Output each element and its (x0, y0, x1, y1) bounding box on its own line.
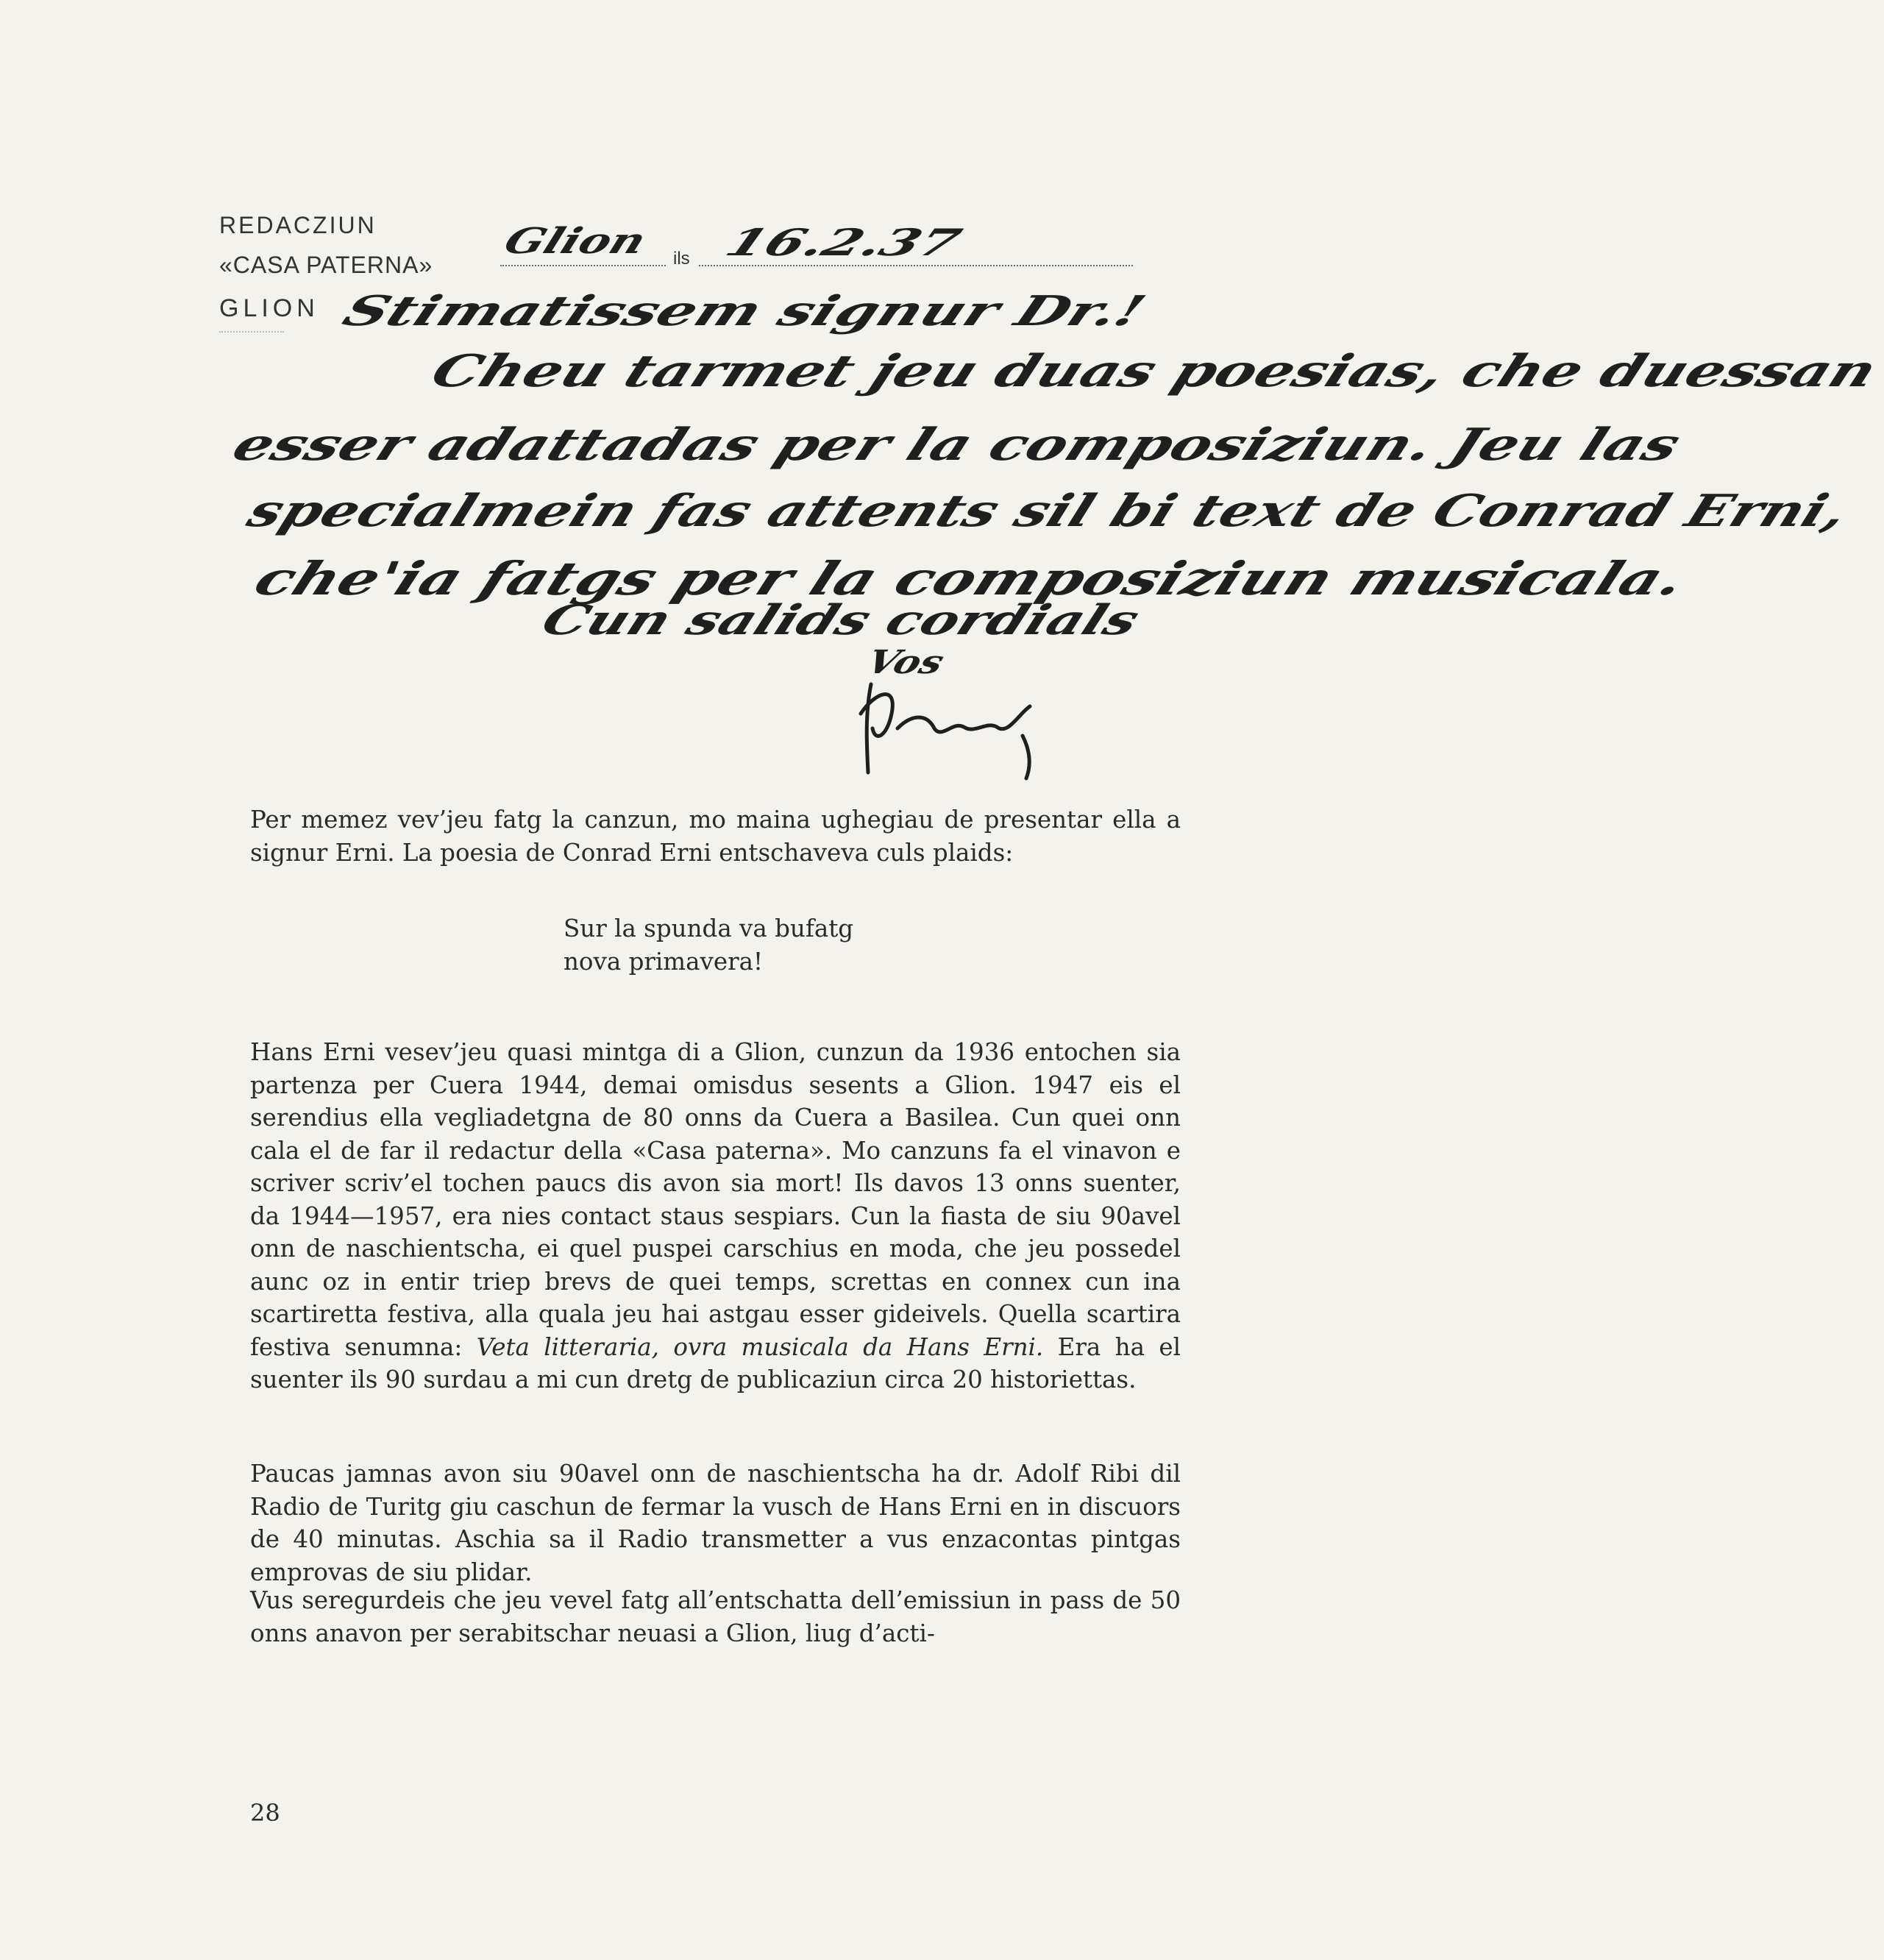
paragraph-hans-erni-text: Hans Erni vesev’jeu quasi mintga di a Glion, cunzun da 1936 entochen sia partenza per Cuera 1944, demai omisdus sesents a Glion. 1947 eis el serendius ella vegliadetgna de 80 onns da Cuera a Basilea. Cun quei onn cala el de far il redactur della «Casa paterna». Mo canzuns fa el vinavon e scriver scriv’el tochen paucs dis avon sia mort! Ils davos 13 onns suenter, da 1944—1957, era nies contact staus sespiars. Cun la fiasta de siu 90avel onn de naschientscha, ei quel puspei carschius en moda, che jeu possedel aunc oz in entir triep brevs de quei temps, screttas en connex cun ina scartiretta festiva, alla quala jeu hai astgau esser gideivels. Quella scartira festiva senumna: (250, 1038, 1181, 1361)
date-dotline-date (699, 265, 1133, 266)
paragraph-emission: Vus seregurdeis che jeu vevel fatg all’entschatta dell’emissiun in pass de 50 onns anavon per serabitschar neuasi a Glion, liug d’acti- (250, 1586, 1181, 1647)
handwritten-line1: Cheu tarmet jeu duas poesias, che duessan (424, 346, 1884, 397)
handwritten-line3: specialmein fas attents sil bi text de Conrad Erni, (240, 486, 1855, 537)
festschrift-title: Veta litteraria, ovra musicala da Hans Erni. (476, 1332, 1044, 1361)
date-field (500, 221, 1133, 280)
letterhead-dots (219, 331, 284, 333)
handwritten-closing2: Vos (861, 644, 949, 681)
letterhead-line1: REDACZIUN (219, 212, 377, 238)
date-dotline-place (500, 265, 666, 266)
paragraph-hans-erni (250, 1036, 1181, 1396)
date-handwritten-date: 16.2.37 (719, 221, 968, 264)
date-handwritten-place: Glion (498, 221, 653, 262)
handwritten-salutation: Stimatissem signur Dr.! (335, 287, 1153, 335)
handwritten-signature (846, 670, 1067, 780)
date-ils-label: ils (673, 249, 690, 269)
page-number: 28 (250, 1799, 280, 1827)
handwritten-line2: esser adattadas per la composiziun. Jeu las (225, 419, 1688, 471)
paragraph-intro: Per memez vev’jeu fatg la canzun, mo maina ughegiau de presentar ella a signur Erni. La poesia de Conrad Erni entschaveva culs plaids: (250, 806, 1181, 867)
poem-line1: Sur la spunda va bufatg (564, 915, 854, 942)
handwritten-line4: che'ia fatgs per la composiziun musicala. (246, 552, 1693, 606)
poem-quote (564, 912, 853, 979)
poem-line2: nova primavera! (564, 948, 764, 976)
paragraph-radio: Paucas jamnas avon siu 90avel onn de naschientscha ha dr. Adolf Ribi dil Radio de Turitg giu caschun de fermar la vusch de Hans Erni en in discuors de 40 minutas. Aschia sa il Radio transmetter a vus enzacontas pintgas emprovas de siu plidar. (250, 1460, 1181, 1586)
handwritten-closing: Cun salids cordials (535, 596, 1147, 645)
letterhead-line2: «CASA PATERNA» (219, 252, 433, 278)
paragraph-hans-erni-tail: Era ha el suenter ils 90 surdau a mi cun dretg de publicaziun circa 20 historiettas. (250, 1332, 1181, 1393)
letterhead-line3: GLION (219, 294, 319, 322)
